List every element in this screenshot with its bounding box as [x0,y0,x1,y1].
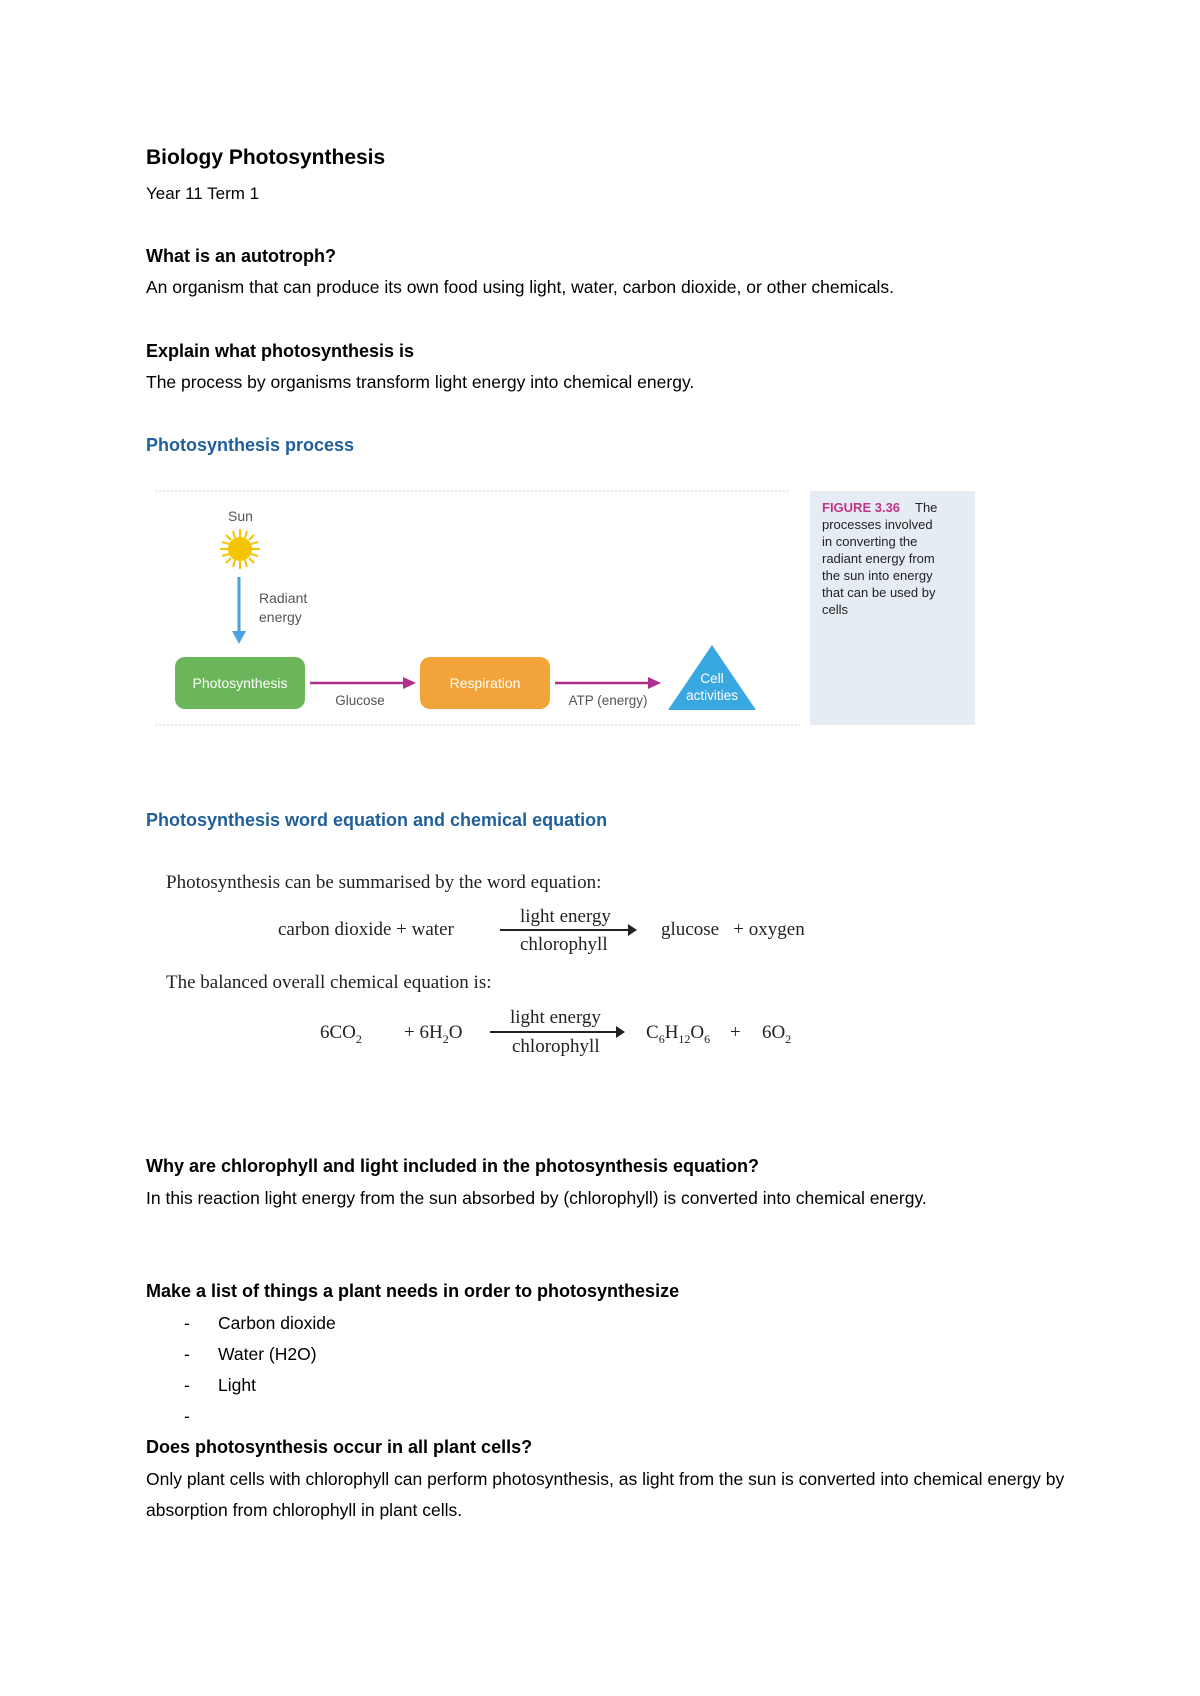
chemical-equation-plus: + [730,1022,741,1043]
glucose-label: Glucose [335,693,385,708]
section-heading-process: Photosynthesis process [146,435,355,455]
list-bullet: - [184,1406,190,1426]
list-item [146,1401,746,1432]
word-equation-reactants: carbon dioxide + water [278,919,454,940]
list-bullet: - [184,1344,190,1364]
list-bullet: - [184,1375,190,1395]
question-explain: Explain what photosynthesis is [146,341,415,361]
sun-label: Sun [228,508,253,524]
glucose-o-subscript: 6 [704,1031,711,1046]
radiant-label-line2: energy [259,609,302,625]
list-item-text: Light [218,1375,256,1395]
photosynthesis-box-label: Photosynthesis [192,675,288,691]
caption-line: processes involved [822,517,933,532]
caption-figure-label: FIGURE 3.36 [822,500,901,515]
oxygen-formula: 6O [762,1022,786,1043]
glucose-c-subscript: 6 [658,1031,665,1046]
chemical-equation-oxygen [762,1022,791,1047]
oxygen-subscript: 2 [785,1031,792,1046]
word-equation-condition-bottom: chlorophyll [520,934,608,955]
answer-cells: Only plant cells with chlorophyll can perform photosynthesis, as light from the sun is converted into chemical energy by absorption from chlorophyll in plant cells. [146,1469,1065,1520]
list-bullet: - [184,1313,190,1333]
needs-list [146,1308,746,1432]
caption-line: that can be used by [822,585,936,600]
caption-line: cells [822,602,849,617]
respiration-box-label: Respiration [449,675,521,691]
document-title: Biology Photosynthesis [146,146,386,169]
sun-icon [220,529,260,569]
list-item [146,1339,746,1370]
question-why: Why are chlorophyll and light included in the photosynthesis equation? [146,1156,760,1176]
answer-explain: The process by organisms transform light energy into chemical energy. [146,372,695,392]
atp-arrow [555,677,661,689]
word-equation-products: glucose + oxygen [661,919,805,940]
chemical-equation-co2 [320,1022,362,1047]
question-autotroph: What is an autotroph? [146,246,336,266]
section-heading-equation: Photosynthesis word equation and chemical equation [146,810,608,830]
chemical-equation-condition-top: light energy [510,1007,601,1028]
word-equation-intro: Photosynthesis can be summarised by the word equation: [166,872,602,893]
triangle-label-line1: Cell [700,671,724,686]
question-needs: Make a list of things a plant needs in order to photosynthesize [146,1281,680,1301]
glucose-arrow [310,677,416,689]
triangle-label-line2: activities [686,688,738,703]
co2-formula: 6CO [320,1022,356,1043]
list-item [146,1308,746,1339]
chemical-equation-intro: The balanced overall chemical equation is: [166,972,492,993]
answer-autotroph: An organism that can produce its own food using light, water, carbon dioxide, or other chemicals. [146,277,895,297]
radiant-energy-arrow [232,577,246,644]
caption-line: in converting the [822,534,918,549]
chemical-equation-h2o [404,1022,462,1047]
word-equation-condition-top: light energy [520,906,611,927]
document-subtitle: Year 11 Term 1 [146,184,260,203]
list-item [146,1370,746,1401]
chemical-equation-arrow [490,1031,618,1033]
answer-why: In this reaction light energy from the sun absorbed by (chlorophyll) is converted into chemical energy. [146,1188,927,1208]
atp-label: ATP (energy) [568,693,648,708]
glucose-h-subscript: 12 [678,1031,691,1046]
glucose-c: C [646,1022,659,1043]
word-equation-arrow [500,929,630,931]
list-item-text: Water (H2O) [218,1344,317,1364]
chemical-equation-arrowhead [616,1026,625,1038]
question-cells: Does photosynthesis occur in all plant cells? [146,1437,533,1457]
process-figure [150,485,980,730]
caption-line: radiant energy from [822,551,935,566]
list-item-text: Carbon dioxide [218,1313,336,1333]
chemical-equation-glucose [646,1022,710,1047]
co2-subscript: 2 [355,1031,362,1046]
glucose-o: O [690,1022,705,1043]
h2o-subscript: 2 [442,1031,449,1046]
caption-line: The [915,500,938,515]
word-equation-arrowhead [628,924,637,936]
radiant-label-line1: Radiant [259,590,308,606]
glucose-h: H [664,1022,679,1043]
h2o-formula-suffix: O [448,1022,463,1043]
caption-line: the sun into energy [822,568,933,583]
chemical-equation-condition-bottom: chlorophyll [512,1036,600,1057]
h2o-formula-prefix: + 6H [404,1022,443,1043]
